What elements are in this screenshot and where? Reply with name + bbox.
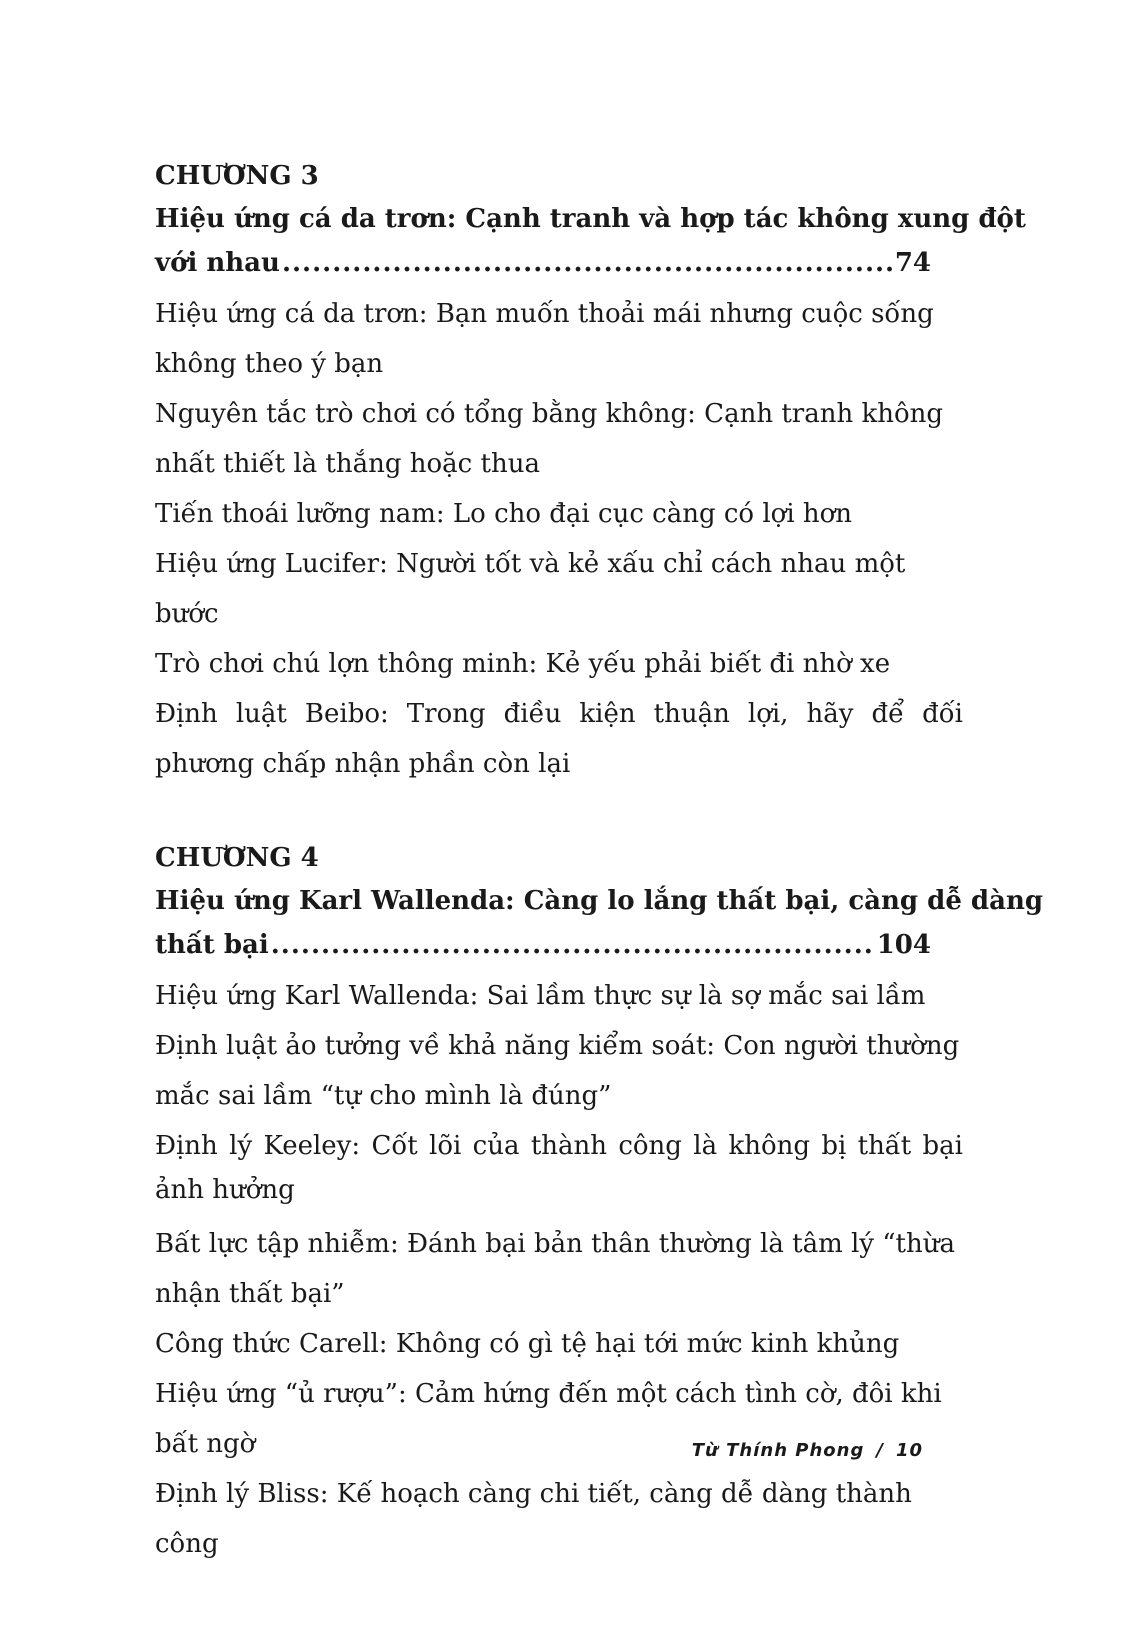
list-item: Định luật Beibo: Trong điều kiện thuận lợi, hãy để đối phương chấp nhận phần còn lại <box>155 699 963 779</box>
dot-leader <box>282 241 893 285</box>
list-item: Nguyên tắc trò chơi có tổng bằng không: Cạnh tranh không nhất thiết là thắng hoặc thua <box>155 399 944 479</box>
list-item: Hiệu ứng Karl Wallenda: Sai lầm thực sự là sợ mắc sai lầm <box>155 981 926 1011</box>
chapter-title-leader-line <box>155 241 931 285</box>
list-item: Trò chơi chú lợn thông minh: Kẻ yếu phải biết đi nhờ xe <box>155 649 891 679</box>
chapter-title <box>155 197 1026 285</box>
footer-separator: / <box>876 1440 884 1461</box>
chapter-label: CHƯƠNG 3 <box>155 161 319 191</box>
chapter-label: CHƯƠNG 4 <box>155 843 319 873</box>
list-item: Công thức Carell: Không có gì tệ hại tới mức kinh khủng <box>155 1329 900 1359</box>
page-footer <box>692 1440 923 1461</box>
chapter-3-section <box>155 155 1026 789</box>
list-item: Hiệu ứng “ủ rượu”: Cảm hứng đến một cách tình cờ, đôi khi bất ngờ <box>155 1379 942 1459</box>
list-item: Định lý Bliss: Kế hoạch càng chi tiết, càng dễ dàng thành công <box>155 1479 912 1559</box>
list-item: Hiệu ứng Lucifer: Người tốt và kẻ xấu chỉ cách nhau một bước <box>155 549 906 629</box>
chapter-title <box>155 879 1044 967</box>
chapter-title-line: thất bại <box>155 930 269 960</box>
list-item: Định luật ảo tưởng về khả năng kiểm soát: Con người thường mắc sai lầm “tự cho mình là đúng” <box>155 1031 960 1111</box>
list-item: Hiệu ứng cá da trơn: Bạn muốn thoải mái nhưng cuộc sống không theo ý bạn <box>155 299 934 379</box>
chapter-title-line: Hiệu ứng Karl Wallenda: Càng lo lắng thất bại, càng dễ dàng <box>155 886 1044 916</box>
entry-list <box>155 971 963 1569</box>
chapter-title-line: Hiệu ứng cá da trơn: Cạnh tranh và hợp tác không xung đột <box>155 204 1026 234</box>
entry-list <box>155 289 963 789</box>
chapter-page-number: 104 <box>876 930 931 960</box>
table-of-contents <box>155 155 1044 1569</box>
dot-leader <box>271 923 875 967</box>
list-item: Bất lực tập nhiễm: Đánh bại bản thân thường là tâm lý “thừa nhận thất bại” <box>155 1229 955 1309</box>
footer-author: Từ Thính Phong <box>691 1440 865 1461</box>
chapter-page-number: 74 <box>894 248 931 278</box>
chapter-title-leader-line <box>155 923 931 967</box>
list-item: Định lý Keeley: Cốt lõi của thành công là không bị thất bại ảnh hưởng <box>155 1131 963 1205</box>
chapter-title-line: với nhau <box>155 248 280 278</box>
footer-page-number: 10 <box>895 1440 923 1461</box>
list-item: Tiến thoái lưỡng nam: Lo cho đại cục càng có lợi hơn <box>155 499 853 529</box>
